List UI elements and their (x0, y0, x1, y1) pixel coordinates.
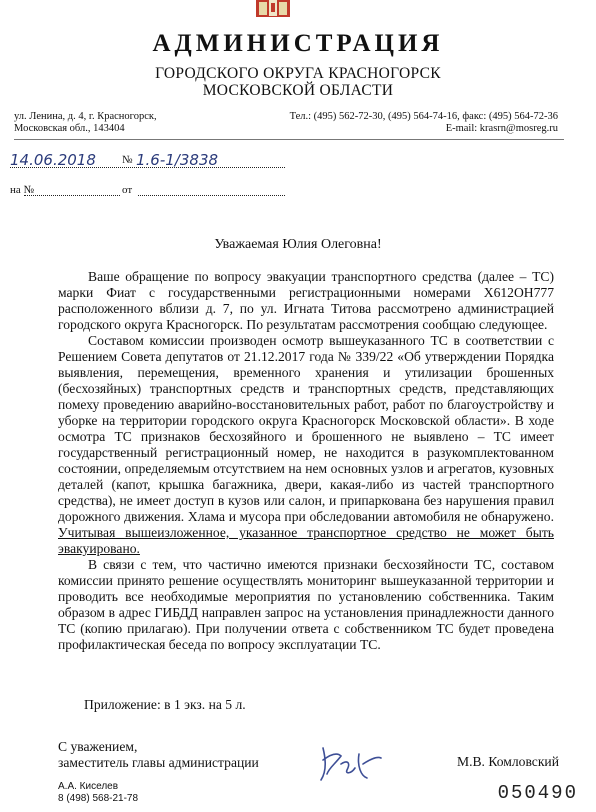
registration-no-label: № (122, 154, 133, 166)
postal-address-line2: Московская обл., 143404 (14, 123, 125, 134)
contact-info (290, 111, 558, 135)
signatory-name: М.В. Комловский (457, 754, 559, 769)
paragraph-3: В связи с тем, что частично имеются признаки бесхозяйности ТС, составом комиссии принято решение осуществлять мониторинг вышеуказанной территории и проводить все необходимые мероприятия по установлению собственника. Таким образом в адрес ГИБДД направлен запрос на установления принадлежности данного ТС (копию прилагаю). При получении ответа с собственником ТС будет проведена профилактическая беседа по вопросу эксплуатации ТС. (58, 557, 554, 652)
email: E-mail: krasrn@mosreg.ru (445, 123, 558, 134)
executor-phone: 8 (498) 568-21-78 (58, 793, 139, 804)
signature-block (58, 739, 259, 771)
reply-to-line (24, 195, 120, 196)
executor-info (58, 781, 138, 805)
reply-to-label: на № (10, 184, 35, 196)
org-subtitle-line2: МОСКОВСКОЙ ОБЛАСТИ (202, 82, 394, 99)
reply-from-label: от (122, 184, 133, 196)
org-subtitle-line1: ГОРОДСКОГО ОКРУГА КРАСНОГОРСК (155, 65, 441, 82)
header-divider (14, 139, 564, 140)
reply-from-line (138, 195, 285, 196)
org-subtitle (0, 65, 596, 99)
postal-address-line1: ул. Ленина, д. 4, г. Красногорск, (14, 111, 157, 122)
registration-date: 14.06.2018 (10, 151, 96, 169)
form-serial-number: 050490 (497, 782, 578, 804)
paragraph-2-conclusion: Учитывая вышеизложенное, указанное транспортное средство не может быть эвакуировано. (58, 525, 554, 556)
registration-number: 1.6-1/3838 (136, 151, 219, 169)
letter-body (58, 269, 554, 653)
handwritten-signature (315, 734, 387, 784)
paragraph-2 (58, 333, 554, 557)
registration-line (10, 167, 285, 168)
greeting: Уважаемая Юлия Олеговна! (214, 237, 382, 252)
paragraph-2-text: Составом комиссии производен осмотр вышеуказанного ТС в соответствии с Решением Совета депутатов от 21.12.2017 года № 339/22 «Об утверждении Порядка выявления, перемещения, временного хранения и утилизации брошенных (бесхозяйных) транспортных средств и транспортных средств, представляющих помеху проведению аварийно-восстановительных работ, работ по благоустройству и уборке на территории городского округа Красногорск Московской области». В ходе осмотра ТС признаков бесхозяйного и брошенного не выявлено – ТС имеет государственный регистрационный номер, не находится в разукомплектованном состоянии, определяемым отсутствием на нем основных узлов и агрегатов, кузовных деталей (капот, крышка багажника, двери, какая-либо из частей транспортного средства), не имеет доступ в кузов или салон, и припаркована без нарушения правил дорожного движения. Хлама и мусора при обследовании автомобиля не обнаружено. (58, 333, 554, 524)
phone-fax: Тел.: (495) 562-72-30, (495) 564-74-16, факс: (495) 564-72-36 (289, 111, 558, 122)
postal-address (14, 111, 157, 135)
org-title: АДМИНИСТРАЦИЯ (152, 30, 444, 57)
executor-name: А.А. Киселев (58, 781, 119, 792)
coat-of-arms-icon (250, 0, 296, 18)
closing: С уважением, (58, 739, 138, 754)
attachment-note: Приложение: в 1 экз. на 5 л. (84, 697, 246, 712)
paragraph-1: Ваше обращение по вопросу эвакуации транспортного средства (далее – ТС) марки Фиат с государственными регистрационными номерами Х612ОН777 расположенного вблизи д. 7, по ул. Игната Титова рассмотрено администрацией городского округа Красногорск. По результатам рассмотрения сообщаю следующее. (58, 269, 554, 332)
signatory-position: заместитель главы администрации (58, 755, 259, 770)
